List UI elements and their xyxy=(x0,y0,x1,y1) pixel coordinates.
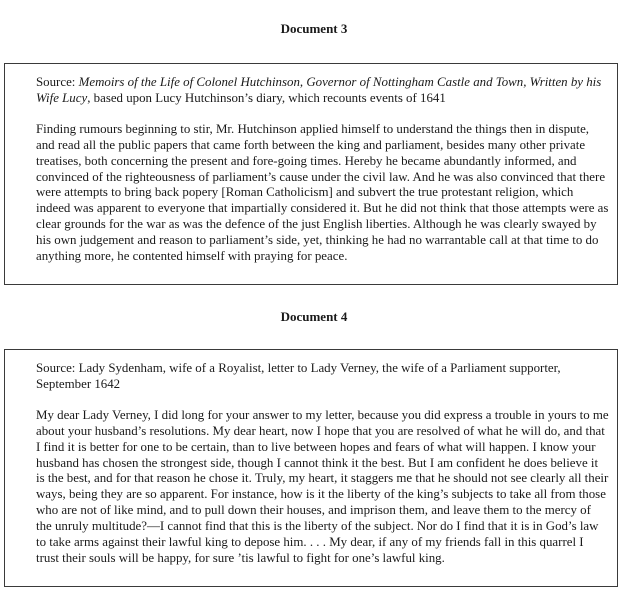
document-4-title: Document 4 xyxy=(280,309,348,324)
source-description: , based upon Lucy Hutchinson’s diary, which recounts events of 1641 xyxy=(87,90,446,105)
document-3-box xyxy=(4,63,618,285)
document-3-source xyxy=(36,75,609,107)
document-3-title: Document 3 xyxy=(280,21,348,36)
source-label: Source: xyxy=(36,361,79,375)
document-4-source xyxy=(36,361,609,393)
source-title: Memoirs of the Life of Colonel Hutchinson, Governor of Nottingham Castle and Town, Written by his Wife Lucy xyxy=(36,75,602,105)
document-4-text: My dear Lady Verney, I did long for your answer to my letter, because you did express a trouble in yours to me about your husband’s resolutions. My dear heart, now I hope that you are resolved of what he will do, and that I find it is better for one to be certain, than to live between hopes and fears of what will happen. I know your husband has chosen the strongest side, though I cannot think it the best. But I am confident he does believe it is the best, and for that reason he chose it. Truly, my heart, it staggers me that he should not see clearly all their ways, being they are so apparent. For instance, how is it the liberty of the king’s subjects to take all from those who are not of like mind, and to pull down their houses, and imprison them, and leave them to the mercy of the unruly multitude?—I cannot find that this is the liberty of the subject. Nor do I find that it is in God’s law to take arms against their lawful king to depose him. . . . My dear, if any of my friends fall in this quarrel I trust their souls will be happy, for sure ’tis lawful to fight for one’s lawful king. xyxy=(36,407,609,565)
source-label: Source: xyxy=(36,75,79,89)
document-3-text: Finding rumours beginning to stir, Mr. Hutchinson applied himself to understand the things then in dispute, and read all the public papers that came forth between the king and parliament, besides many other private treatises, both concerning the present and fore-going times. Hereby he became abundantly informed, and convinced of the righteousness of parliament’s cause under the civil law. And he was also convinced that there were attempts to bring back popery [Roman Catholicism] and subvert the true protestant religion, which indeed was apparent to everyone that impartially considered it. But he did not think that those attempts were as clear grounds for the war as was the defence of the just English liberties. Although he was clearly swayed by his own judgement and reason to parliament’s side, yet, thinking he had no warrantable call at that time to do anything more, he contented himself with praying for peace. xyxy=(36,121,609,264)
document-4-box xyxy=(4,349,618,587)
source-description: Lady Sydenham, wife of a Royalist, letter to Lady Verney, the wife of a Parliament supporter, September 1642 xyxy=(36,361,561,391)
